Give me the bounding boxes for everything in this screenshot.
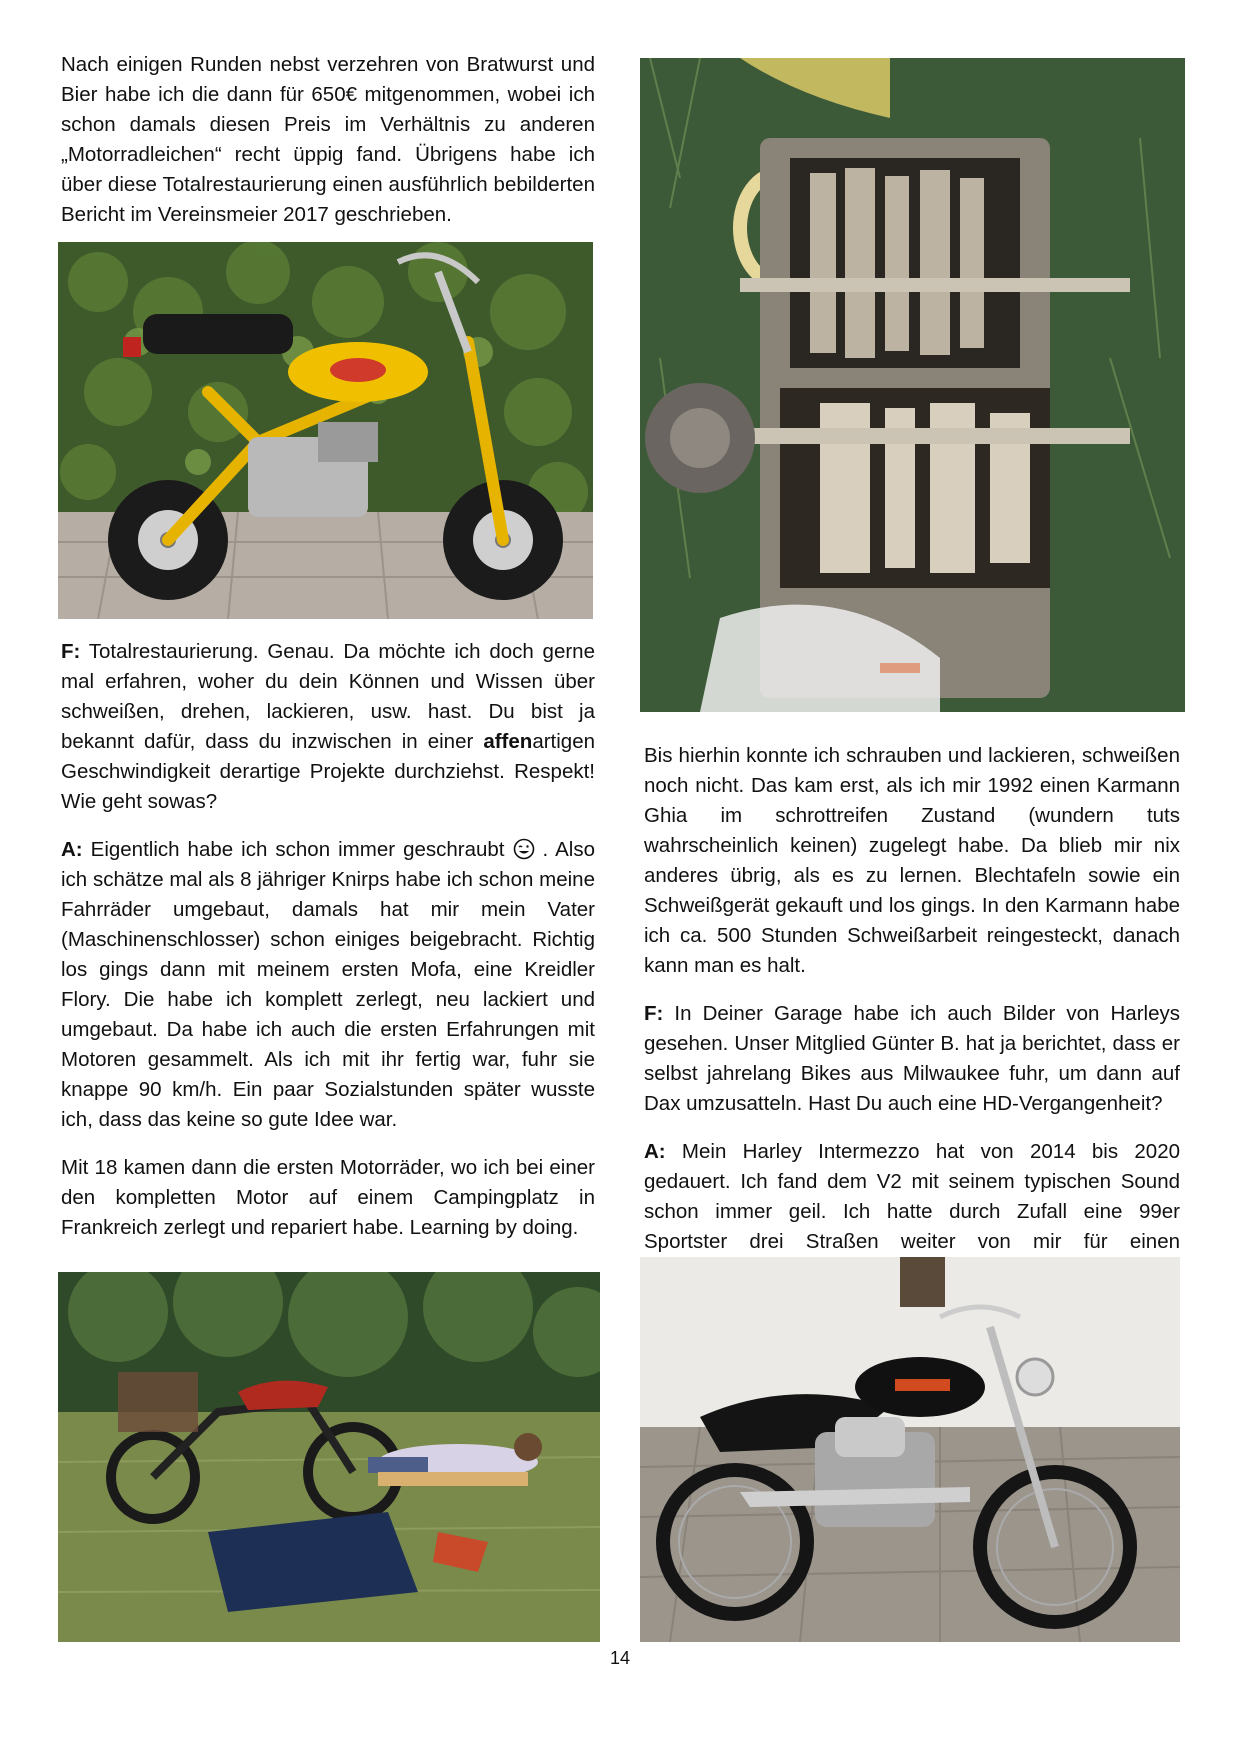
photo-gearbox-engine bbox=[640, 58, 1185, 712]
answer-text-b: . Also ich schätze mal als 8 jähriger Knirps habe ich schon meine Fahrräder umgebaut, damals hat mir mein Vater (Maschinenschlosser) schon einiges beigebracht. Richtig los gings dann mit meinem ersten Mofa, eine Kreidler Flory. Die habe ich komplett zerlegt, neu lackiert und umgebaut. Da habe ich auch die ersten Erfahrungen mit Motoren gesammelt. Als ich mit ihr fertig war, fuhr sie knappe 90 km/h. Ein paar Sozialstunden später wusste ich, dass das keine so gute Idee war. bbox=[61, 838, 595, 1131]
answer-label: A: bbox=[644, 1140, 666, 1163]
answer-text: Mein Harley Intermezzo hat von 2014 bis 2020 gedauert. Ich fand dem V2 mit seinem typischen Sound schon immer geil. Ich hatte durch Zufall eine 99er Sportster drei Straßen weiter von mir für einen bbox=[644, 1140, 1180, 1253]
answer-label: A: bbox=[61, 838, 83, 861]
left-column-bottom bbox=[61, 637, 595, 1261]
paragraph-intro: Nach einigen Runden nebst verzehren von Bratwurst und Bier habe ich die dann für 650€ mitgenommen, wobei ich schon damals diesen Preis im Verhältnis zu anderen „Motorradleichen“ recht üppig fand. Übrigens habe ich über diese Totalrestaurierung einen ausführlich bebilderten Bericht im Vereinsmeier 2017 geschrieben. bbox=[61, 53, 595, 226]
photo-yellow-minibike bbox=[58, 242, 593, 619]
photo-camping-motorcycle bbox=[58, 1272, 600, 1642]
question-text-a: Totalrestaurierung. Genau. Da möchte ich doch gerne mal erfahren, woher du dein Können und Wissen über schweißen, drehen, lackieren, usw. hast. Du bist ja bekannt dafür, dass du inzwischen in einer bbox=[61, 640, 595, 753]
paragraph-welding: Bis hierhin konnte ich schrauben und lackieren, schweißen noch nicht. Das kam erst, als ich mir 1992 einen Karmann Ghia im schrottreifen Zustand (wundern tuts wahrscheinlich keinen) zugelegt habe. Da blieb mir nix anderes übrig, als es zu lernen. Blechtafeln sowie ein Schweißgerät gekauft und los gings. In den Karmann habe ich ca. 500 Stunden Schweißarbeit reingesteckt, danach kann man es halt. bbox=[644, 744, 1180, 977]
left-column-top bbox=[61, 50, 595, 248]
answer-text-a: Eigentlich habe ich schon immer geschraubt bbox=[82, 838, 513, 861]
photo-harley-sportster bbox=[640, 1257, 1180, 1642]
question-label: F: bbox=[644, 1002, 664, 1025]
winking-smiley-icon bbox=[513, 838, 535, 860]
question-text-b: artigen Geschwindigkeit derartige Projekte durchziehst. Respekt! Wie geht sowas? bbox=[61, 730, 595, 813]
paragraph-question-1 bbox=[61, 637, 595, 817]
question-label: F: bbox=[61, 640, 81, 663]
paragraph-answer-1 bbox=[61, 835, 595, 1135]
question-bold-word: affen bbox=[483, 730, 533, 753]
question-text: In Deiner Garage habe ich auch Bilder von Harleys gesehen. Unser Mitglied Günter B. hat ja berichtet, dass er selbst jahrelang Bikes aus Milwaukee fuhr, um dann auf Dax umzusatteln. Hast Du auch eine HD-Vergangenheit? bbox=[644, 1002, 1180, 1115]
paragraph-question-2 bbox=[644, 999, 1180, 1119]
right-column bbox=[644, 741, 1180, 1305]
paragraph-motorcycles: Mit 18 kamen dann die ersten Motorräder, wo ich bei einer den kompletten Motor auf einem Campingplatz in Frankreich zerlegt und repariert habe. Learning by doing. bbox=[61, 1156, 595, 1239]
page-number: 14 bbox=[609, 1648, 631, 1668]
